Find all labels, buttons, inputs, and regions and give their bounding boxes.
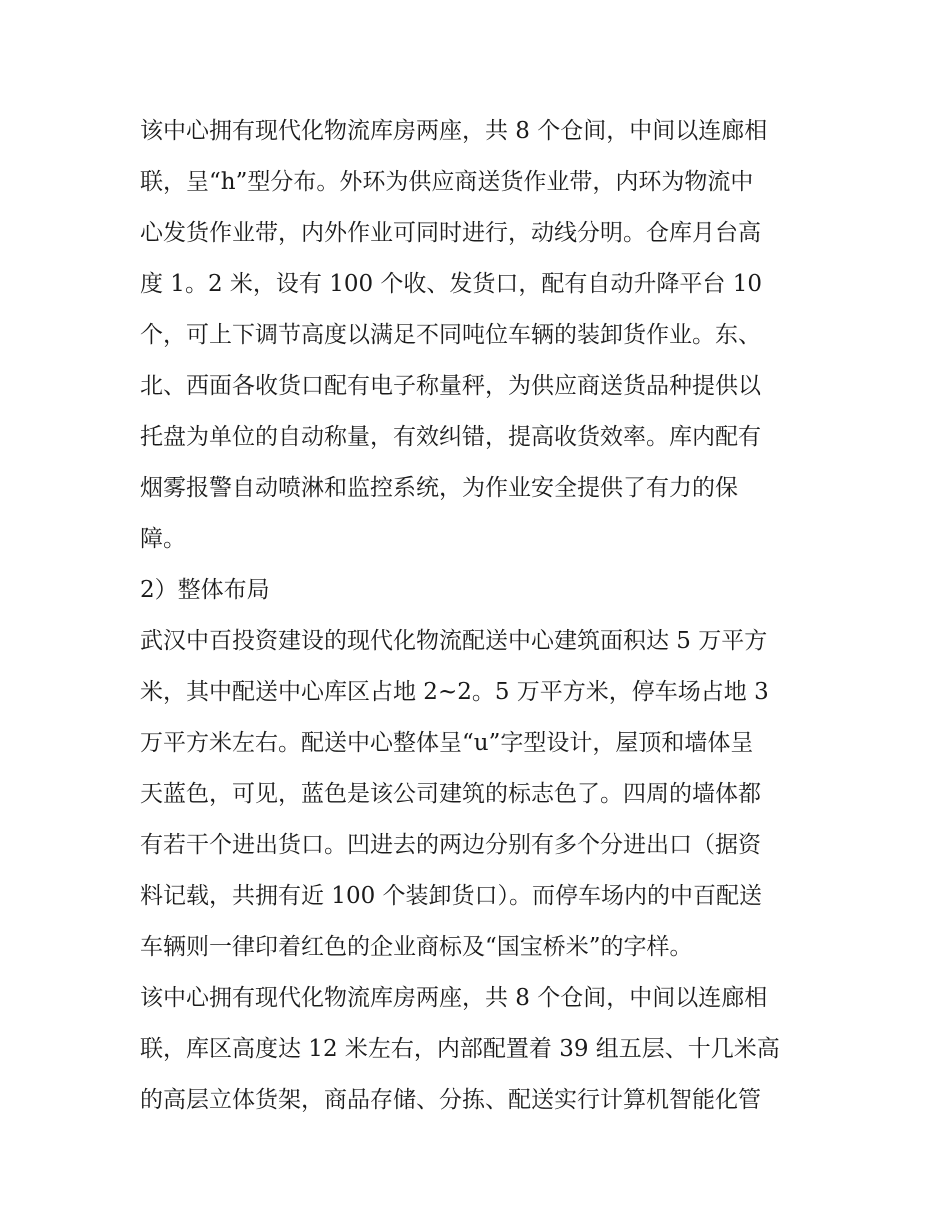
paragraph-storage-system [140, 973, 820, 1126]
text-line: 联，库区高度达 12 米左右，内部配置着 39 组五层、十几米高 [140, 1036, 780, 1062]
text-line: 该中心拥有现代化物流库房两座，共 8 个仓间，中间以连廊相 [140, 985, 768, 1011]
text-line: 障。 [140, 526, 186, 552]
text-line: 度 1。2 米，设有 100 个收、发货口，配有自动升降平台 10 [140, 271, 762, 297]
text-line: 的高层立体货架，商品存储、分拣、配送实行计算机智能化管 [140, 1087, 761, 1113]
text-line: 米，其中配送中心库区占地 2~2。5 万平方米，停车场占地 3 [140, 679, 769, 705]
text-line: 万平方米左右。配送中心整体呈“u”字型设计，屋顶和墙体呈 [140, 730, 754, 756]
text-line: 车辆则一律印着红色的企业商标及“国宝桥米”的字样。 [140, 934, 693, 960]
paragraph-warehouse-overview [140, 106, 820, 565]
section-heading: 2）整体布局 [140, 577, 270, 603]
document-body [140, 106, 820, 1126]
text-line: 武汉中百投资建设的现代化物流配送中心建筑面积达 5 万平方 [140, 628, 768, 654]
text-line: 烟雾报警自动喷淋和监控系统，为作业安全提供了有力的保 [140, 475, 738, 501]
paragraph-overall-layout [140, 616, 820, 973]
text-line: 天蓝色，可见，蓝色是该公司建筑的标志色了。四周的墙体都 [140, 781, 761, 807]
text-line: 心发货作业带，内外作业可同时进行，动线分明。仓库月台高 [140, 220, 761, 246]
text-line: 有若干个进出货口。凹进去的两边分别有多个分进出口（据资 [140, 832, 761, 858]
text-line: 料记载，共拥有近 100 个装卸货口）。而停车场内的中百配送 [140, 883, 763, 909]
text-line: 托盘为单位的自动称量，有效纠错，提高收货效率。库内配有 [140, 424, 761, 450]
text-line: 联，呈“h”型分布。外环为供应商送货作业带，内环为物流中 [140, 169, 754, 195]
text-line: 个，可上下调节高度以满足不同吨位车辆的装卸货作业。东、 [140, 322, 761, 348]
text-line: 北、西面各收货口配有电子称量秤，为供应商送货品种提供以 [140, 373, 761, 399]
text-line: 该中心拥有现代化物流库房两座，共 8 个仓间，中间以连廊相 [140, 118, 768, 144]
